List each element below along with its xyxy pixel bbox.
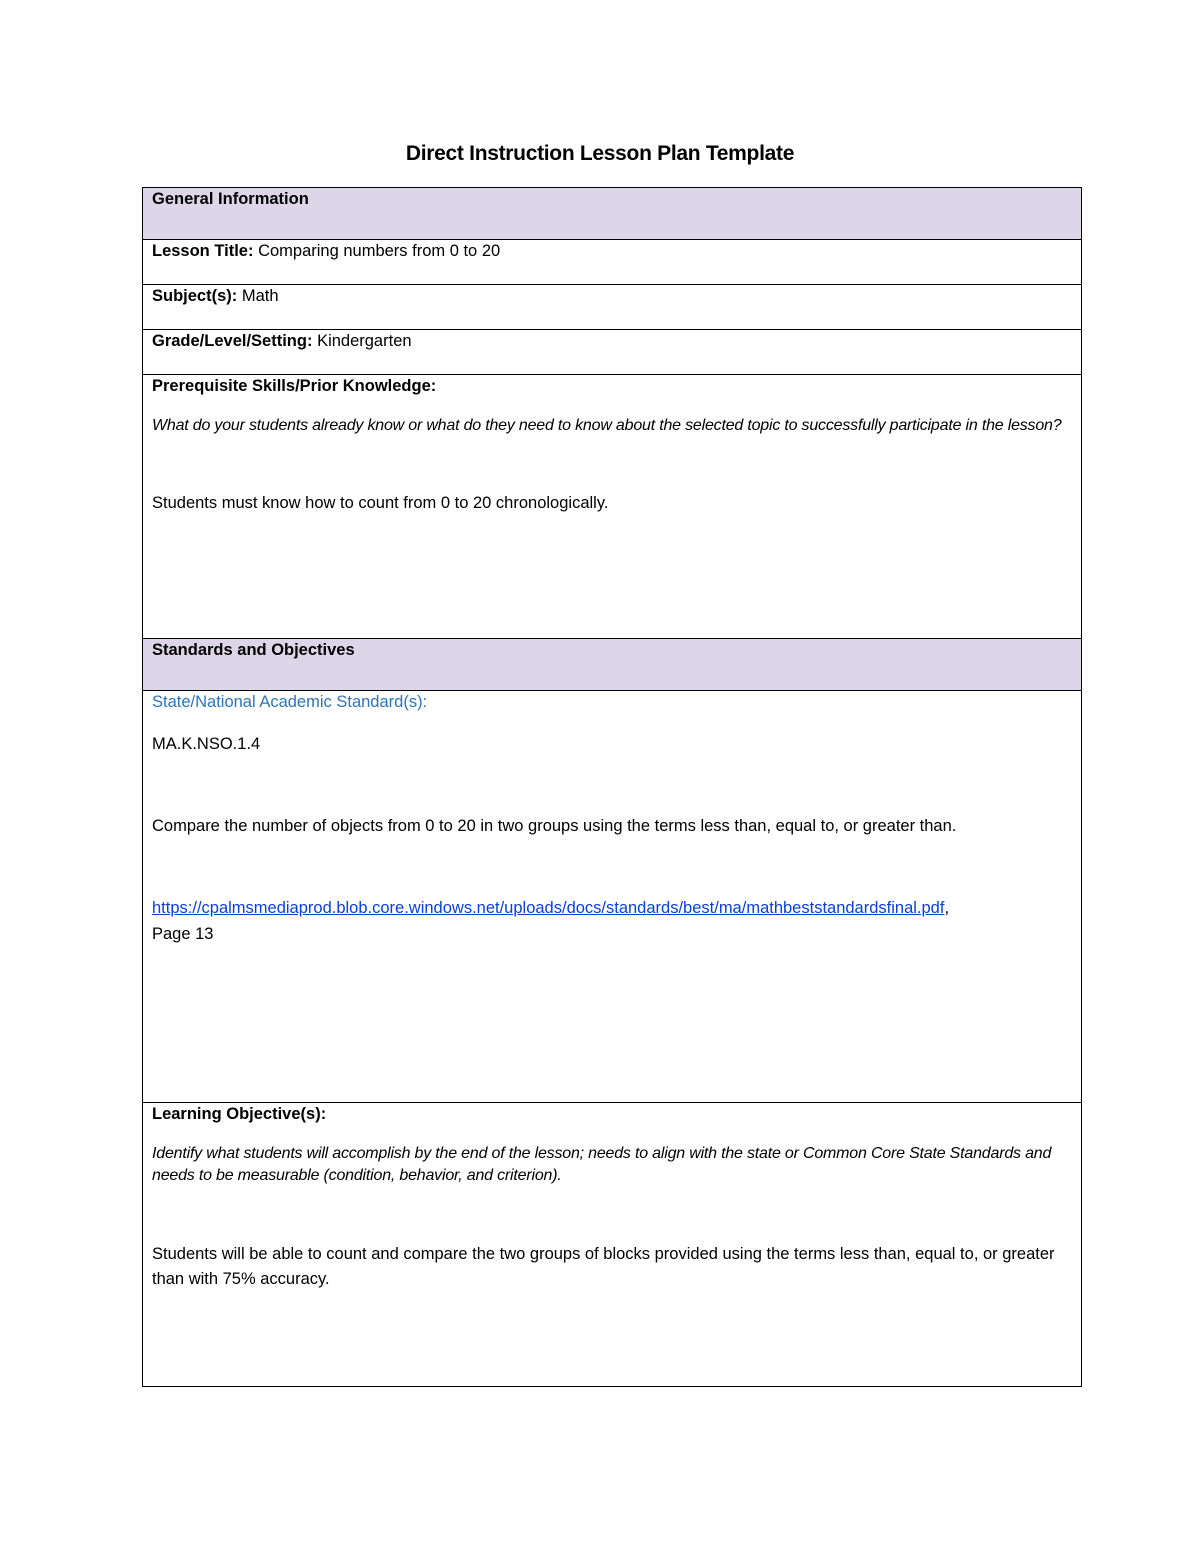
standards-objectives-heading: Standards and Objectives: [143, 639, 1082, 691]
link-suffix: ,: [944, 899, 950, 917]
standards-cell: [143, 691, 1082, 1103]
standard-description: Compare the number of objects from 0 to 20 in two groups using the terms less than, equal to, or greater than.: [152, 817, 957, 835]
subject-cell: [143, 285, 1082, 330]
objective-answer: Students will be able to count and compare the two groups of blocks provided using the terms less than, equal to, or greater than with 75% accuracy.: [152, 1245, 1055, 1288]
grade-value: Kindergarten: [317, 332, 412, 350]
standard-link-line: [152, 897, 1072, 919]
general-information-header-row: [143, 188, 1082, 240]
standard-code: MA.K.NSO.1.4: [152, 735, 261, 753]
objective-cell: [143, 1103, 1082, 1387]
standards-header-row: [143, 639, 1082, 691]
prerequisite-label: Prerequisite Skills/Prior Knowledge:: [152, 377, 437, 395]
lesson-title-row: [143, 240, 1082, 285]
objective-prompt: Identify what students will accomplish by the end of the lesson; needs to align with the state or Common Core State Standards and needs to be measurable (condition, behavior, and criterion).: [152, 1145, 1052, 1184]
lesson-title-value: Comparing numbers from 0 to 20: [258, 242, 501, 260]
grade-label: Grade/Level/Setting:: [152, 332, 313, 350]
standards-row: [143, 691, 1082, 1103]
general-information-heading: General Information: [143, 188, 1082, 240]
subject-label: Subject(s):: [152, 287, 238, 305]
grade-cell: [143, 330, 1082, 375]
objective-row: [143, 1103, 1082, 1387]
subject-value: Math: [241, 287, 279, 305]
standard-label: State/National Academic Standard(s):: [152, 693, 428, 711]
lesson-title-label: Lesson Title:: [152, 242, 254, 260]
objective-label: Learning Objective(s):: [152, 1105, 327, 1123]
prerequisite-cell: [143, 375, 1082, 639]
prerequisite-answer: Students must know how to count from 0 to 20 chronologically.: [152, 494, 609, 512]
lesson-title-cell: [143, 240, 1082, 285]
prerequisite-prompt: What do your students already know or what do they need to know about the selected topic to successfully participate in the lesson?: [152, 417, 1062, 434]
standard-link[interactable]: https://cpalmsmediaprod.blob.core.windows.net/uploads/docs/standards/best/ma/mathbeststandardsfinal.pdf: [152, 899, 945, 917]
lesson-plan-table: [142, 187, 1082, 1387]
grade-row: [143, 330, 1082, 375]
subject-row: [143, 285, 1082, 330]
page-reference: Page 13: [152, 925, 214, 943]
document-title: Direct Instruction Lesson Plan Template: [405, 142, 795, 165]
prerequisite-row: [143, 375, 1082, 639]
